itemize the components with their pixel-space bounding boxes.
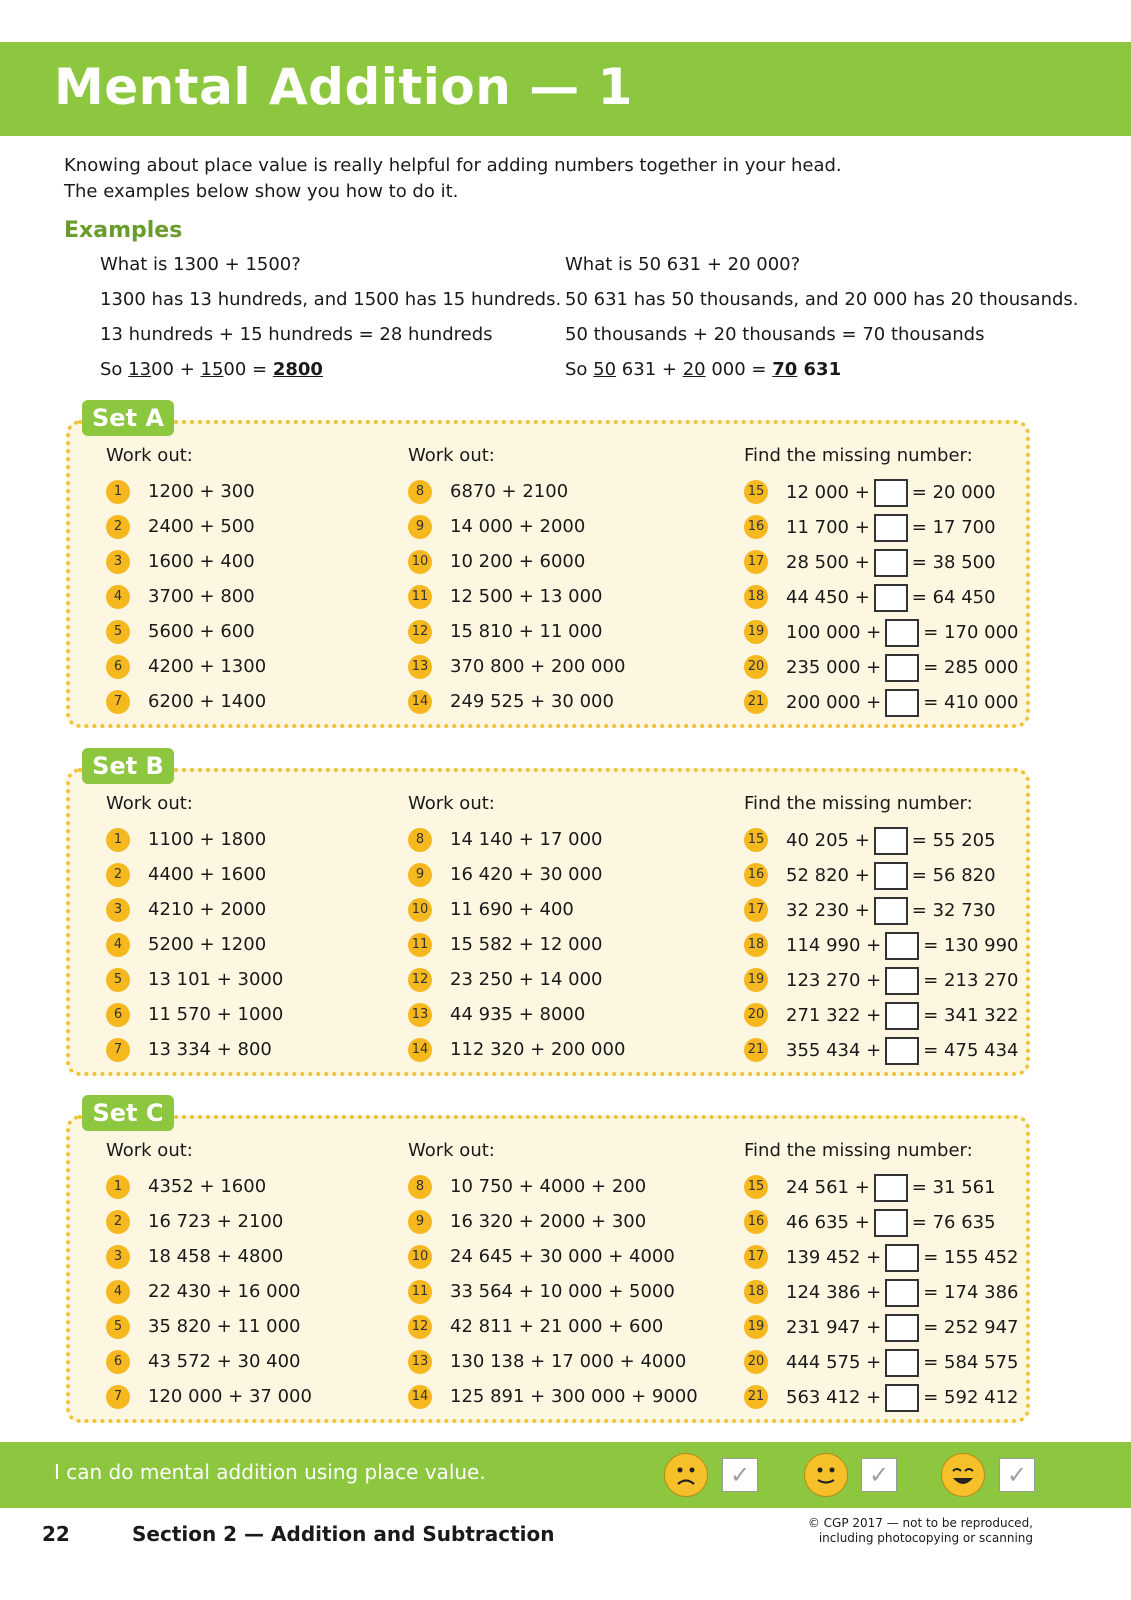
question-number-badge: 19 (744, 1315, 768, 1339)
question-number-badge: 11 (408, 933, 432, 957)
question-number-badge: 3 (106, 898, 130, 922)
question-expression: 24 645 + 30 000 + 4000 (450, 1246, 675, 1267)
question-row (744, 1037, 1019, 1072)
answer-box[interactable] (885, 1349, 919, 1377)
question-number-badge: 3 (106, 1245, 130, 1269)
question-column (408, 444, 625, 724)
question-expression: 4352 + 1600 (148, 1176, 267, 1197)
question-row (408, 1244, 698, 1279)
question-number-badge: 16 (744, 863, 768, 887)
question-row (408, 549, 625, 584)
question-number-badge: 18 (744, 933, 768, 957)
question-expression: 13 101 + 3000 (148, 969, 284, 990)
page-title: Mental Addition — 1 (54, 58, 633, 116)
answer-box[interactable] (874, 1174, 908, 1202)
question-number-badge: 18 (744, 1280, 768, 1304)
answer-box[interactable] (885, 932, 919, 960)
example-line: 1300 has 13 hundreds, and 1500 has 15 hundreds. (100, 289, 562, 310)
question-number-badge: 14 (408, 1038, 432, 1062)
question-number-badge: 19 (744, 620, 768, 644)
question-expression: 6200 + 1400 (148, 691, 267, 712)
sad-face-icon[interactable] (664, 1453, 708, 1497)
question-number-badge: 17 (744, 898, 768, 922)
section-name: Section 2 — Addition and Subtraction (132, 1522, 555, 1546)
question-row (744, 1244, 1019, 1279)
question-number-badge: 9 (408, 515, 432, 539)
answer-box[interactable] (874, 479, 908, 507)
question-row (408, 1002, 625, 1037)
question-number-badge: 2 (106, 1210, 130, 1234)
question-number-badge: 21 (744, 1385, 768, 1409)
question-row (106, 897, 283, 932)
question-number-badge: 4 (106, 585, 130, 609)
question-row (106, 1384, 312, 1419)
example-answer: 2800 (272, 359, 323, 380)
question-number-badge: 8 (408, 1175, 432, 1199)
question-expression: 100 000 + = 170 000 (786, 619, 1019, 647)
question-number-badge: 8 (408, 828, 432, 852)
question-row (744, 479, 1019, 514)
question-column (106, 444, 266, 724)
question-expression: 4210 + 2000 (148, 899, 267, 920)
question-row (408, 1349, 698, 1384)
question-column (106, 792, 283, 1072)
question-expression: 235 000 + = 285 000 (786, 654, 1019, 682)
question-number-badge: 1 (106, 828, 130, 852)
answer-box[interactable] (885, 967, 919, 995)
question-row (408, 479, 625, 514)
question-expression: 3700 + 800 (148, 586, 255, 607)
question-expression: 10 750 + 4000 + 200 (450, 1176, 647, 1197)
question-row (106, 654, 266, 689)
question-expression: 5600 + 600 (148, 621, 255, 642)
question-number-badge: 10 (408, 1245, 432, 1269)
question-row (408, 932, 625, 967)
question-row (744, 1002, 1019, 1037)
copyright: © CGP 2017 — not to be reproduced, including photocopying or scanning (807, 1516, 1033, 1545)
question-expression: 355 434 + = 475 434 (786, 1037, 1019, 1065)
question-expression: 10 200 + 6000 (450, 551, 586, 572)
question-expression: 16 723 + 2100 (148, 1211, 284, 1232)
question-expression: 5200 + 1200 (148, 934, 267, 955)
set-c-label: Set C (82, 1095, 174, 1131)
answer-box[interactable] (885, 1037, 919, 1065)
question-number-badge: 20 (744, 655, 768, 679)
question-expression: 4200 + 1300 (148, 656, 267, 677)
question-expression: 24 561 + = 31 561 (786, 1174, 996, 1202)
question-number-badge: 7 (106, 1385, 130, 1409)
question-number-badge: 19 (744, 968, 768, 992)
question-number-badge: 17 (744, 1245, 768, 1269)
question-expression: 40 205 + = 55 205 (786, 827, 996, 855)
question-row (106, 549, 266, 584)
question-expression: 139 452 + = 155 452 (786, 1244, 1019, 1272)
question-row (744, 862, 1019, 897)
question-row (744, 514, 1019, 549)
question-number-badge: 2 (106, 863, 130, 887)
question-row (106, 1244, 312, 1279)
question-number-badge: 20 (744, 1003, 768, 1027)
question-number-badge: 7 (106, 690, 130, 714)
question-row (408, 1384, 698, 1419)
question-number-badge: 20 (744, 1350, 768, 1374)
question-row (744, 689, 1019, 724)
column-header: Find the missing number: (744, 793, 973, 814)
question-row (744, 827, 1019, 862)
question-number-badge: 2 (106, 515, 130, 539)
page-number: 22 (42, 1522, 70, 1546)
question-expression: 14 140 + 17 000 (450, 829, 603, 850)
question-row (744, 897, 1019, 932)
example-line: What is 50 631 + 20 000? (565, 254, 801, 275)
answer-box[interactable] (874, 827, 908, 855)
question-row (744, 549, 1019, 584)
question-row (408, 827, 625, 862)
question-number-badge: 17 (744, 550, 768, 574)
question-number-badge: 15 (744, 480, 768, 504)
question-number-badge: 12 (408, 620, 432, 644)
question-column (744, 1139, 1019, 1419)
question-number-badge: 21 (744, 690, 768, 714)
question-expression: 11 690 + 400 (450, 899, 574, 920)
question-expression: 112 320 + 200 000 (450, 1039, 626, 1060)
question-row (106, 1349, 312, 1384)
question-expression: 200 000 + = 410 000 (786, 689, 1019, 717)
question-row (106, 479, 266, 514)
set-a-panel (66, 420, 1030, 728)
question-expression: 120 000 + 37 000 (148, 1386, 312, 1407)
question-expression: 28 500 + = 38 500 (786, 549, 996, 577)
question-number-badge: 5 (106, 1315, 130, 1339)
example-line: 50 thousands + 20 thousands = 70 thousands (565, 324, 985, 345)
question-row (408, 689, 625, 724)
question-row (106, 1209, 312, 1244)
example-line: 50 631 has 50 thousands, and 20 000 has 20 thousands. (565, 289, 1079, 310)
question-expression: 14 000 + 2000 (450, 516, 586, 537)
question-expression: 42 811 + 21 000 + 600 (450, 1316, 664, 1337)
set-c-panel (66, 1115, 1030, 1423)
question-number-badge: 11 (408, 1280, 432, 1304)
question-number-badge: 14 (408, 1385, 432, 1409)
happy-face-icon[interactable] (941, 1453, 985, 1497)
question-expression: 1100 + 1800 (148, 829, 267, 850)
question-number-badge: 14 (408, 690, 432, 714)
question-expression: 22 430 + 16 000 (148, 1281, 301, 1302)
question-expression: 123 270 + = 213 270 (786, 967, 1019, 995)
question-expression: 44 450 + = 64 450 (786, 584, 996, 612)
column-header: Work out: (106, 445, 193, 466)
question-expression: 125 891 + 300 000 + 9000 (450, 1386, 698, 1407)
question-expression: 18 458 + 4800 (148, 1246, 284, 1267)
question-expression: 370 800 + 200 000 (450, 656, 626, 677)
example-line: 13 hundreds + 15 hundreds = 28 hundreds (100, 324, 493, 345)
question-expression: 563 412 + = 592 412 (786, 1384, 1019, 1412)
question-column (744, 444, 1019, 724)
question-expression: 16 320 + 2000 + 300 (450, 1211, 647, 1232)
answer-box[interactable] (874, 549, 908, 577)
column-header: Find the missing number: (744, 445, 973, 466)
question-expression: 11 700 + = 17 700 (786, 514, 996, 542)
question-expression: 271 322 + = 341 322 (786, 1002, 1019, 1030)
question-row (106, 862, 283, 897)
question-number-badge: 9 (408, 1210, 432, 1234)
column-header: Find the missing number: (744, 1140, 973, 1161)
question-row (106, 1037, 283, 1072)
question-number-badge: 18 (744, 585, 768, 609)
question-expression: 114 990 + = 130 990 (786, 932, 1019, 960)
question-expression: 52 820 + = 56 820 (786, 862, 996, 890)
question-expression: 32 230 + = 32 730 (786, 897, 996, 925)
set-b-label: Set B (82, 748, 174, 784)
examples-heading: Examples (64, 218, 183, 243)
column-header: Work out: (408, 1140, 495, 1161)
question-row (744, 1314, 1019, 1349)
question-expression: 12 000 + = 20 000 (786, 479, 996, 507)
question-row (106, 1002, 283, 1037)
question-expression: 13 334 + 800 (148, 1039, 272, 1060)
question-expression: 15 582 + 12 000 (450, 934, 603, 955)
question-row (744, 584, 1019, 619)
question-row (408, 1174, 698, 1209)
question-number-badge: 10 (408, 898, 432, 922)
example-line: What is 1300 + 1500? (100, 254, 301, 275)
question-row (408, 897, 625, 932)
answer-box[interactable] (885, 1384, 919, 1412)
column-header: Work out: (106, 793, 193, 814)
intro-text (64, 153, 842, 205)
question-number-badge: 16 (744, 515, 768, 539)
question-row (744, 1349, 1019, 1384)
answer-box[interactable] (885, 1279, 919, 1307)
question-row (744, 1174, 1019, 1209)
example-answer-line: So 50 631 + 20 000 = 70 631 (565, 359, 842, 380)
question-number-badge: 7 (106, 1038, 130, 1062)
question-expression: 444 575 + = 584 575 (786, 1349, 1019, 1377)
question-number-badge: 6 (106, 1350, 130, 1374)
question-expression: 124 386 + = 174 386 (786, 1279, 1019, 1307)
question-expression: 16 420 + 30 000 (450, 864, 603, 885)
question-row (106, 967, 283, 1002)
answer-box[interactable] (874, 897, 908, 925)
question-expression: 11 570 + 1000 (148, 1004, 284, 1025)
question-number-badge: 10 (408, 550, 432, 574)
question-column (408, 1139, 698, 1419)
question-row (744, 1384, 1019, 1419)
neutral-face-icon[interactable] (804, 1453, 848, 1497)
question-row (744, 932, 1019, 967)
question-row (744, 1209, 1019, 1244)
self-assessment-statement: I can do mental addition using place value. (54, 1460, 486, 1484)
question-expression: 231 947 + = 252 947 (786, 1314, 1019, 1342)
question-expression: 4400 + 1600 (148, 864, 267, 885)
question-column (408, 792, 625, 1072)
question-number-badge: 13 (408, 1003, 432, 1027)
set-a-label: Set A (82, 400, 174, 436)
answer-box[interactable] (874, 514, 908, 542)
question-row (408, 862, 625, 897)
question-number-badge: 12 (408, 1315, 432, 1339)
question-row (744, 1279, 1019, 1314)
question-expression: 33 564 + 10 000 + 5000 (450, 1281, 675, 1302)
question-expression: 12 500 + 13 000 (450, 586, 603, 607)
question-expression: 43 572 + 30 400 (148, 1351, 301, 1372)
answer-box[interactable] (885, 689, 919, 717)
question-number-badge: 13 (408, 655, 432, 679)
answer-box[interactable] (885, 1314, 919, 1342)
question-expression: 35 820 + 11 000 (148, 1316, 301, 1337)
column-header: Work out: (408, 445, 495, 466)
example-answer-line: So 1300 + 1500 = 2800 (100, 359, 323, 380)
question-number-badge: 6 (106, 655, 130, 679)
question-expression: 249 525 + 30 000 (450, 691, 614, 712)
answer-box[interactable] (874, 1209, 908, 1237)
question-row (408, 1314, 698, 1349)
question-number-badge: 3 (106, 550, 130, 574)
column-header: Work out: (408, 793, 495, 814)
question-row (408, 1279, 698, 1314)
column-header: Work out: (106, 1140, 193, 1161)
answer-box[interactable] (885, 1002, 919, 1030)
tick-box-neutral[interactable]: ✓ (861, 1458, 897, 1492)
question-expression: 46 635 + = 76 635 (786, 1209, 996, 1237)
question-number-badge: 9 (408, 863, 432, 887)
question-expression: 1600 + 400 (148, 551, 255, 572)
question-number-badge: 5 (106, 620, 130, 644)
question-row (408, 584, 625, 619)
question-expression: 15 810 + 11 000 (450, 621, 603, 642)
question-number-badge: 11 (408, 585, 432, 609)
question-expression: 6870 + 2100 (450, 481, 569, 502)
set-b-panel (66, 768, 1030, 1076)
question-column (106, 1139, 312, 1419)
question-number-badge: 21 (744, 1038, 768, 1062)
question-expression: 44 935 + 8000 (450, 1004, 586, 1025)
question-row (744, 619, 1019, 654)
example-answer: 70 (772, 359, 798, 380)
question-row (106, 827, 283, 862)
question-row (744, 654, 1019, 689)
question-number-badge: 1 (106, 1175, 130, 1199)
question-number-badge: 15 (744, 1175, 768, 1199)
answer-box[interactable] (874, 862, 908, 890)
question-row (106, 1279, 312, 1314)
question-number-badge: 4 (106, 933, 130, 957)
question-row (408, 1037, 625, 1072)
question-number-badge: 4 (106, 1280, 130, 1304)
question-row (106, 1174, 312, 1209)
answer-box[interactable] (885, 654, 919, 682)
question-expression: 1200 + 300 (148, 481, 255, 502)
question-row (106, 514, 266, 549)
question-row (744, 967, 1019, 1002)
question-row (106, 619, 266, 654)
answer-box[interactable] (885, 1244, 919, 1272)
question-row (106, 689, 266, 724)
question-number-badge: 16 (744, 1210, 768, 1234)
answer-box[interactable] (874, 584, 908, 612)
question-row (106, 1314, 312, 1349)
question-number-badge: 12 (408, 968, 432, 992)
question-row (408, 514, 625, 549)
question-number-badge: 1 (106, 480, 130, 504)
intro-line: The examples below show you how to do it. (64, 181, 459, 202)
intro-line: Knowing about place value is really helpful for adding numbers together in your head. (64, 155, 842, 176)
answer-box[interactable] (885, 619, 919, 647)
question-row (408, 619, 625, 654)
question-row (106, 584, 266, 619)
question-number-badge: 15 (744, 828, 768, 852)
question-expression: 23 250 + 14 000 (450, 969, 603, 990)
example-right (565, 253, 1079, 393)
question-number-badge: 6 (106, 1003, 130, 1027)
question-number-badge: 13 (408, 1350, 432, 1374)
question-number-badge: 5 (106, 968, 130, 992)
example-left (100, 253, 561, 393)
tick-box-happy[interactable]: ✓ (999, 1458, 1035, 1492)
question-row (106, 932, 283, 967)
question-column (744, 792, 1019, 1072)
question-expression: 130 138 + 17 000 + 4000 (450, 1351, 687, 1372)
question-row (408, 1209, 698, 1244)
question-number-badge: 8 (408, 480, 432, 504)
tick-box-sad[interactable]: ✓ (722, 1458, 758, 1492)
question-row (408, 967, 625, 1002)
question-expression: 2400 + 500 (148, 516, 255, 537)
question-row (408, 654, 625, 689)
